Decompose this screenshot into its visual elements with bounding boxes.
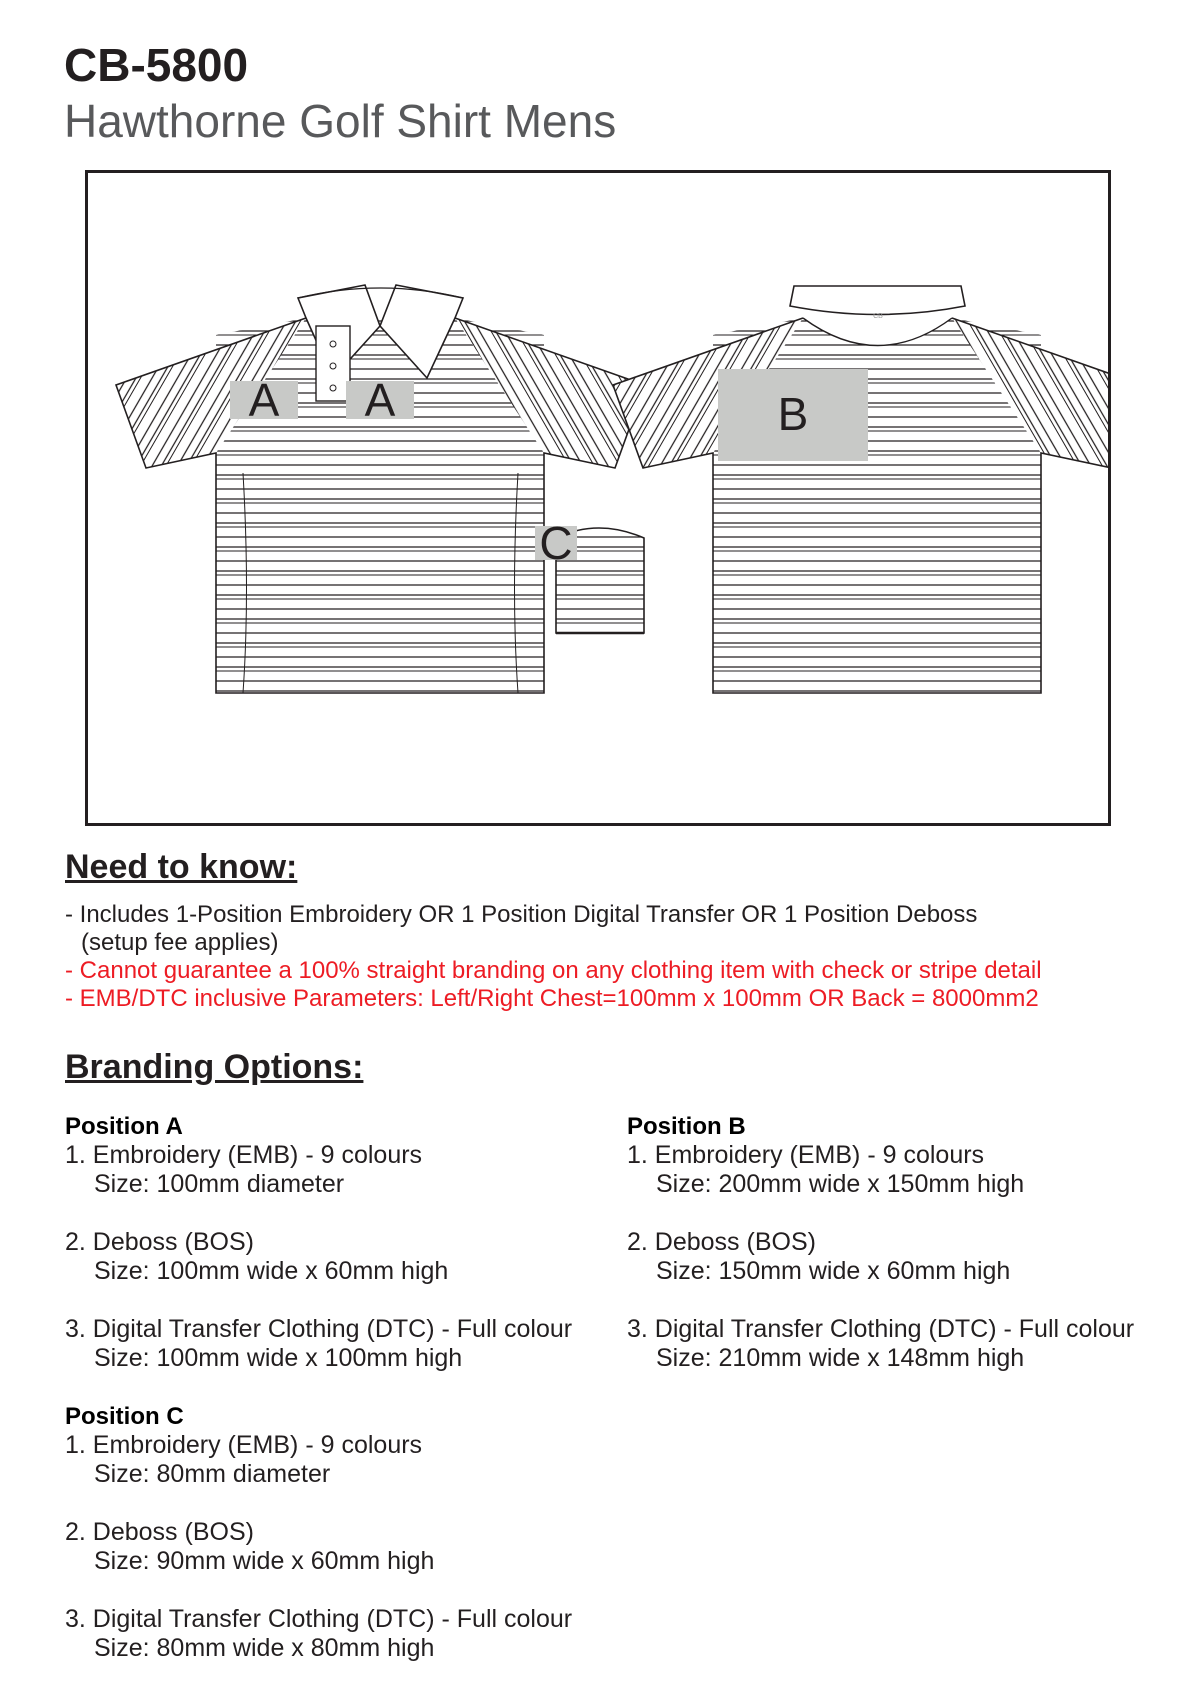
label-c: C bbox=[539, 517, 573, 569]
option-size: Size: 100mm diameter bbox=[94, 1170, 345, 1198]
option-label: 1. Embroidery (EMB) - 9 colours bbox=[627, 1141, 985, 1169]
option-label: 1. Embroidery (EMB) - 9 colours bbox=[65, 1141, 423, 1169]
option bbox=[65, 1315, 572, 1373]
product-code: CB-5800 bbox=[64, 39, 249, 91]
shirt-illustration bbox=[88, 173, 1108, 823]
position-a bbox=[65, 1112, 572, 1373]
option-size: Size: 100mm wide x 100mm high bbox=[94, 1344, 463, 1372]
garment-diagram bbox=[85, 170, 1111, 826]
label-a-left: A bbox=[248, 374, 280, 426]
note-line: (setup fee applies) bbox=[81, 929, 279, 956]
branding-area-a-left bbox=[230, 374, 298, 426]
option-label: 3. Digital Transfer Clothing (DTC) - Full colour bbox=[627, 1315, 1135, 1343]
warning-line: - Cannot guarantee a 100% straight branding on any clothing item with check or stripe detail bbox=[65, 957, 1042, 984]
branding-column-right bbox=[627, 1112, 1134, 1373]
position-title: Position A bbox=[65, 1113, 183, 1140]
option-size: Size: 80mm wide x 80mm high bbox=[94, 1634, 435, 1662]
option-label: 3. Digital Transfer Clothing (DTC) - Full colour bbox=[65, 1605, 573, 1633]
branding-column-left bbox=[65, 1112, 572, 1663]
branding-options-heading: Branding Options: bbox=[65, 1048, 364, 1086]
option-size: Size: 80mm diameter bbox=[94, 1460, 331, 1488]
option bbox=[65, 1431, 572, 1489]
option-label: 1. Embroidery (EMB) - 9 colours bbox=[65, 1431, 423, 1459]
product-name: Hawthorne Golf Shirt Mens bbox=[64, 95, 617, 147]
option bbox=[65, 1228, 572, 1286]
label-a-right: A bbox=[364, 374, 396, 426]
option-label: 2. Deboss (BOS) bbox=[627, 1228, 816, 1256]
option-label: 2. Deboss (BOS) bbox=[65, 1518, 254, 1546]
option-label: 3. Digital Transfer Clothing (DTC) - Full colour bbox=[65, 1315, 573, 1343]
label-b: B bbox=[777, 388, 809, 440]
option-size: Size: 150mm wide x 60mm high bbox=[656, 1257, 1011, 1285]
back-shirt bbox=[605, 286, 1108, 695]
collar-logo: CB bbox=[873, 313, 883, 320]
option-size: Size: 210mm wide x 148mm high bbox=[656, 1344, 1025, 1372]
option-size: Size: 100mm wide x 60mm high bbox=[94, 1257, 449, 1285]
need-to-know-notes bbox=[65, 901, 1042, 1013]
branding-area-c bbox=[535, 517, 577, 569]
position-b bbox=[627, 1112, 1134, 1373]
option bbox=[627, 1315, 1134, 1373]
warning-line: - EMB/DTC inclusive Parameters: Left/Right Chest=100mm x 100mm OR Back = 8000mm2 bbox=[65, 985, 1039, 1012]
option bbox=[65, 1605, 572, 1663]
option-label: 2. Deboss (BOS) bbox=[65, 1228, 254, 1256]
note-line: - Includes 1-Position Embroidery OR 1 Position Digital Transfer OR 1 Position Deboss bbox=[65, 901, 978, 928]
option bbox=[627, 1141, 1134, 1199]
position-title: Position B bbox=[627, 1113, 746, 1140]
position-title: Position C bbox=[65, 1403, 184, 1430]
option-size: Size: 200mm wide x 150mm high bbox=[656, 1170, 1025, 1198]
branding-area-b bbox=[718, 369, 868, 461]
option bbox=[65, 1518, 572, 1576]
need-to-know-heading: Need to know: bbox=[65, 848, 298, 886]
branding-area-a-right bbox=[346, 374, 414, 426]
option-size: Size: 90mm wide x 60mm high bbox=[94, 1547, 435, 1575]
position-c bbox=[65, 1402, 572, 1663]
option bbox=[627, 1228, 1134, 1286]
option bbox=[65, 1141, 572, 1199]
